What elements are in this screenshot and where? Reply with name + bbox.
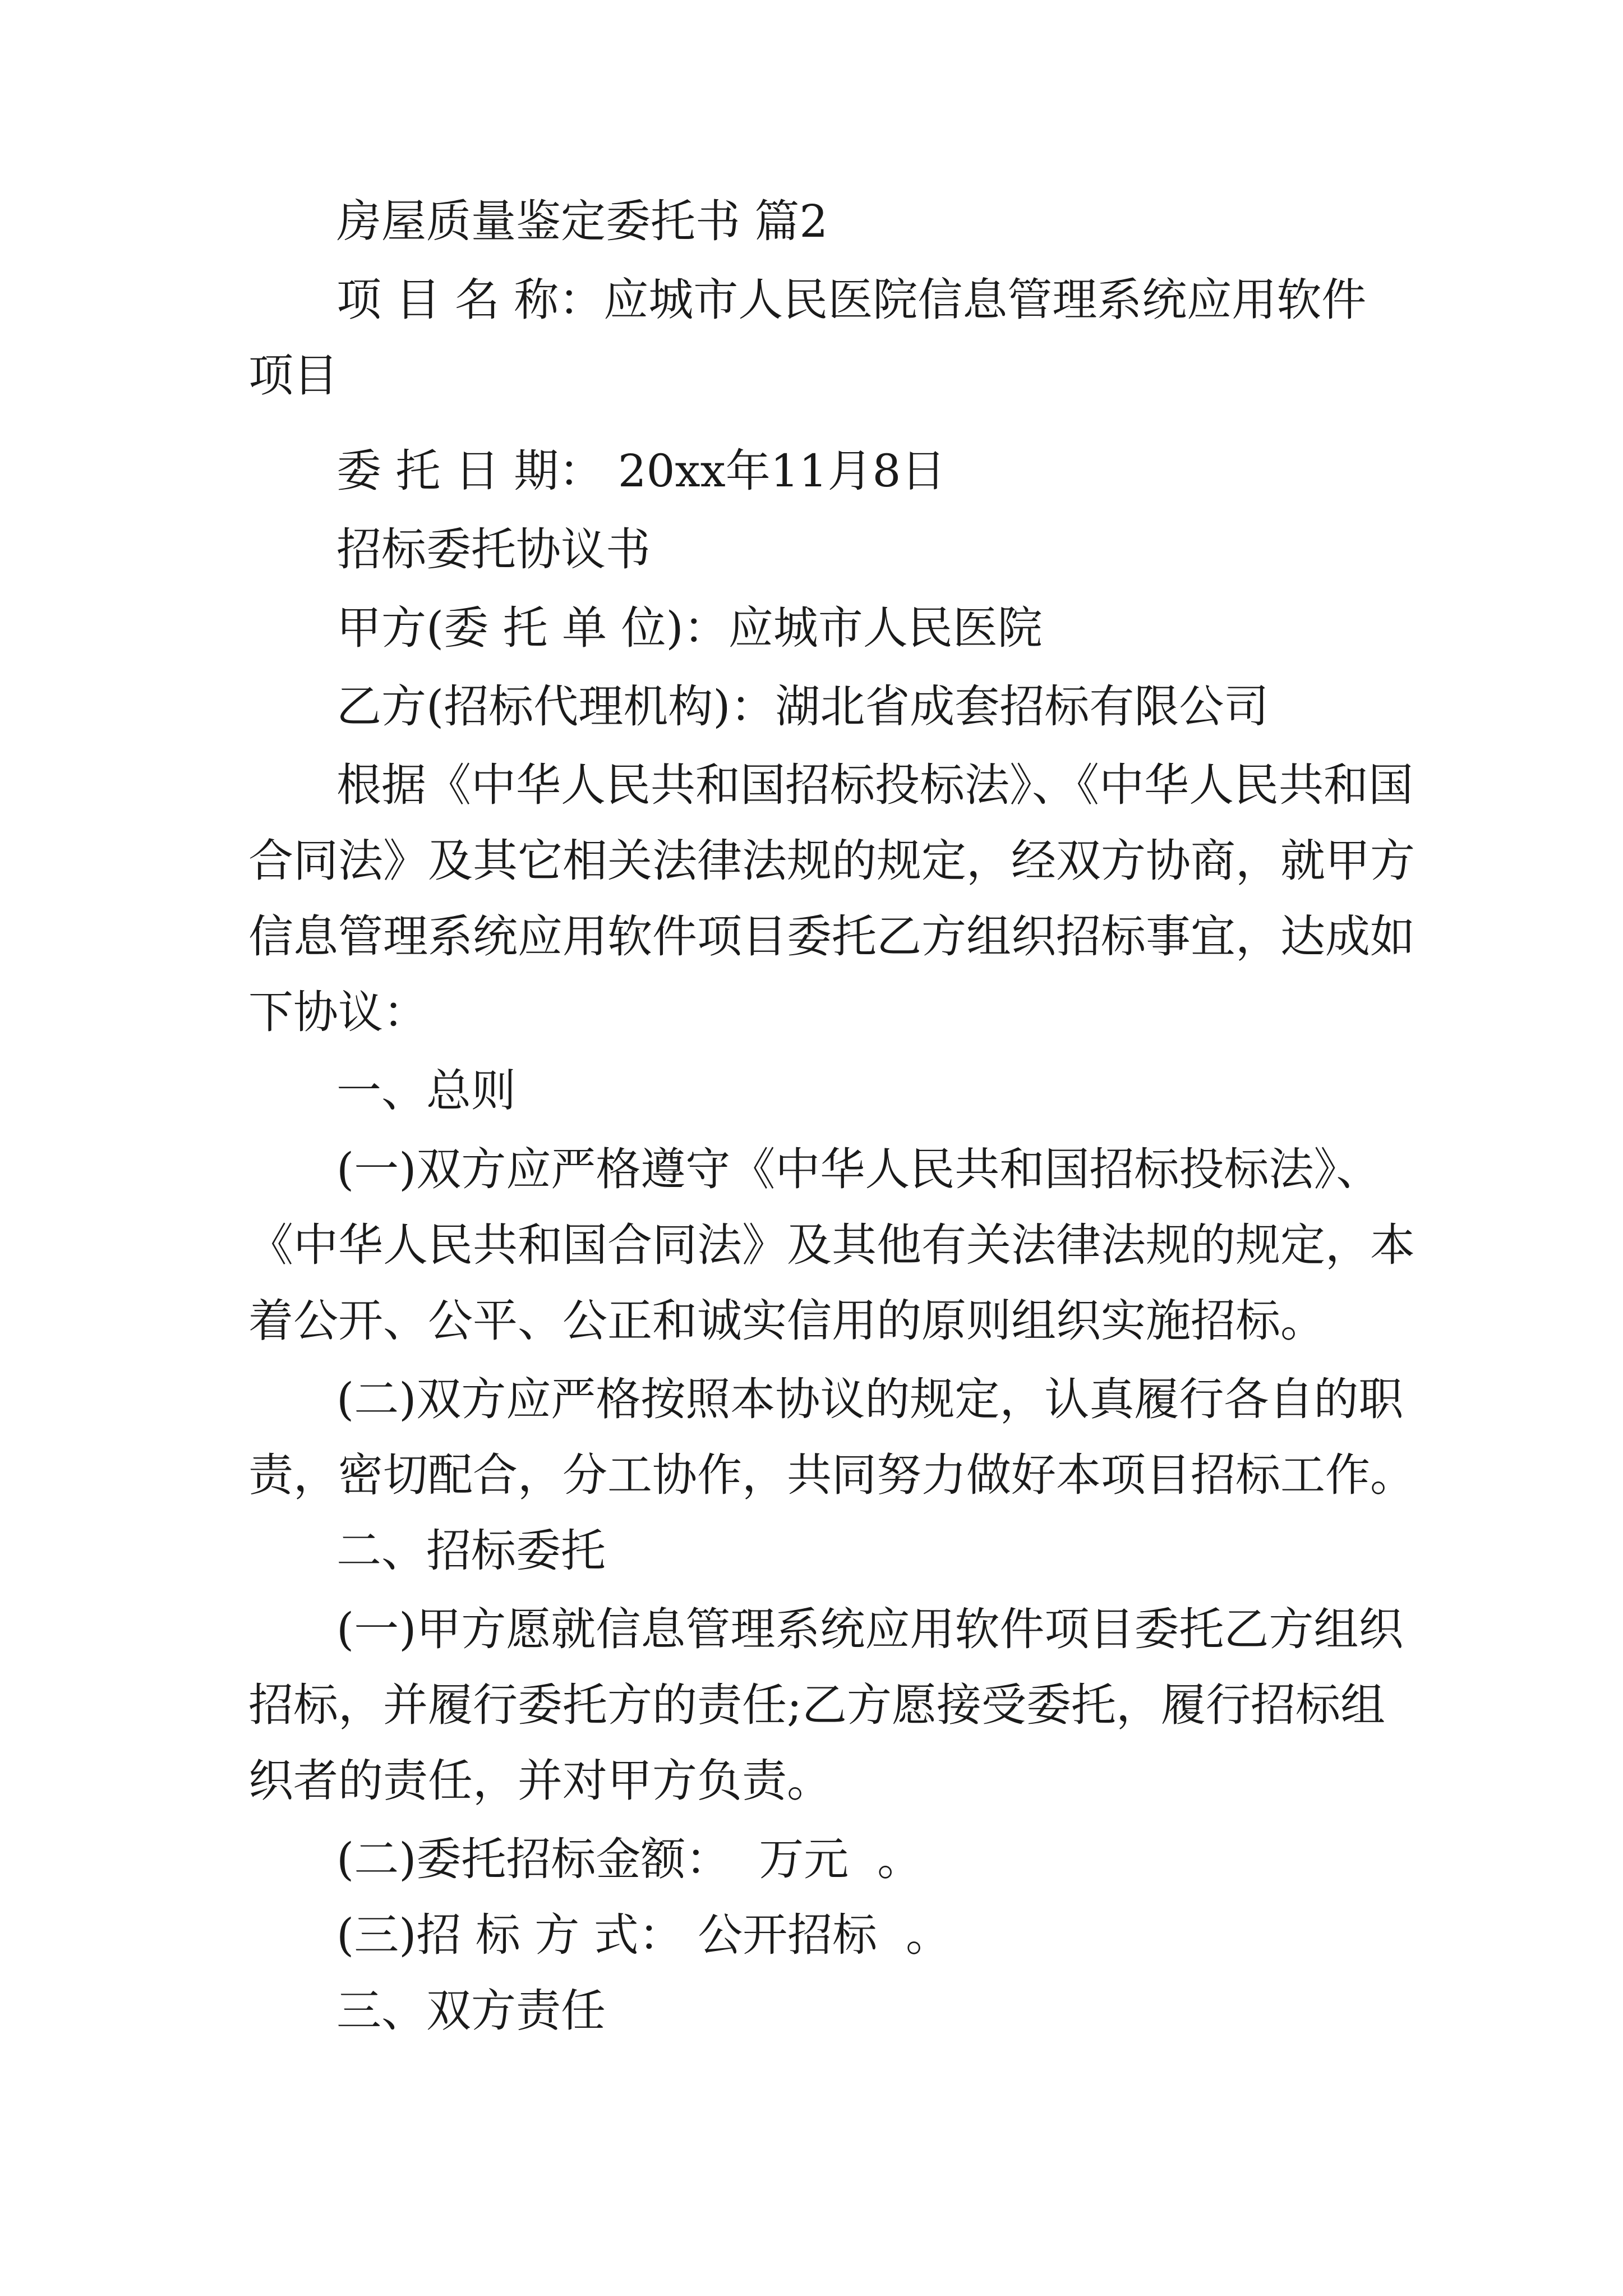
paragraph-line: (一)双方应严格遵守《中华人民共和国招标投标法》、 bbox=[336, 1143, 1381, 1195]
paragraph-line: 信息管理系统应用软件项目委托乙方组织招标事宜，达成如 bbox=[248, 910, 1415, 963]
project-name-continuation: 项目 bbox=[248, 349, 338, 402]
bid-amount-line: (二)委托招标金额： 万元 。 bbox=[336, 1833, 923, 1885]
agreement-title: 招标委托协议书 bbox=[336, 523, 651, 576]
paragraph-line: 着公开、公平、公正和诚实信用的原则组织实施招标。 bbox=[248, 1295, 1325, 1347]
party-a-line: 甲方(委 托 单 位)：应城市人民医院 bbox=[336, 602, 1043, 654]
paragraph-line: 织者的责任，并对甲方负责。 bbox=[248, 1755, 832, 1807]
paragraph-line: 合同法》及其它相关法律法规的规定，经双方协商，就甲方 bbox=[248, 835, 1415, 887]
document-heading: 房屋质量鉴定委托书 篇2 bbox=[336, 195, 828, 247]
paragraph-line: (二)双方应严格按照本协议的规定，认真履行各自的职 bbox=[336, 1373, 1404, 1425]
project-name-line: 项 目 名 称：应城市人民医院信息管理系统应用软件 bbox=[336, 274, 1367, 326]
party-b-line: 乙方(招标代理机构)：湖北省成套招标有限公司 bbox=[336, 680, 1269, 733]
paragraph-line: 下协议： bbox=[248, 986, 428, 1038]
paragraph-line: (一)甲方愿就信息管理系统应用软件项目委托乙方组织 bbox=[336, 1603, 1404, 1655]
section-heading: 二、招标委托 bbox=[336, 1525, 606, 1577]
section-heading: 一、总则 bbox=[336, 1065, 516, 1117]
paragraph-line: 根据《中华人民共和国招标投标法》、《中华人民共和国 bbox=[336, 759, 1413, 811]
paragraph-line: 责，密切配合，分工协作，共同努力做好本项目招标工作。 bbox=[248, 1449, 1415, 1501]
bid-method-line: (三)招 标 方 式： 公开招标 。 bbox=[336, 1909, 951, 1961]
paragraph-line: 《中华人民共和国合同法》及其他有关法律法规的规定，本 bbox=[248, 1219, 1415, 1271]
section-heading: 三、双方责任 bbox=[336, 1985, 606, 2037]
commission-date-line: 委 托 日 期： 20xx年11月8日 bbox=[336, 445, 946, 497]
paragraph-line: 招标，并履行委托方的责任;乙方愿接受委托，履行招标组 bbox=[248, 1679, 1385, 1731]
